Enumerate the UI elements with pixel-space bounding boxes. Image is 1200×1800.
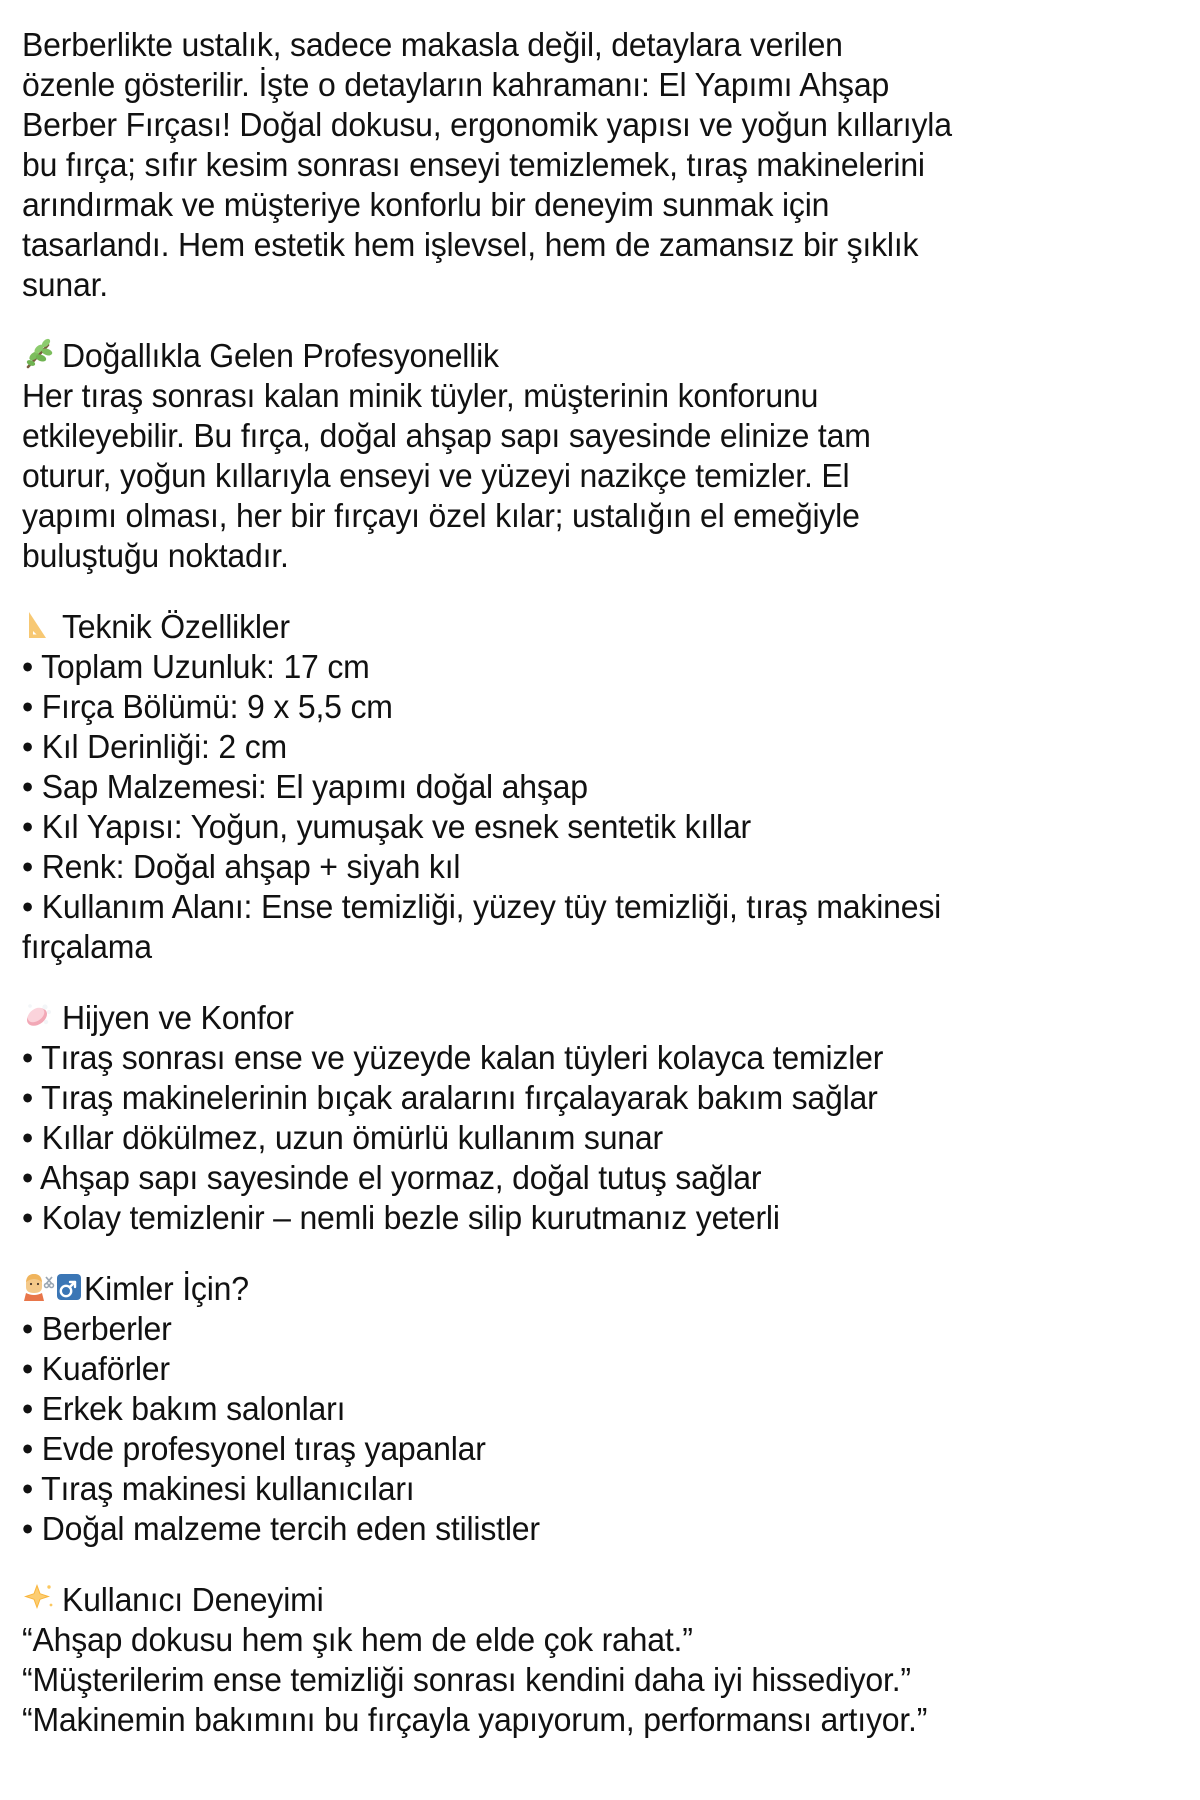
spec-bullet: • Fırça Bölümü: 9 x 5,5 cm bbox=[22, 689, 393, 726]
section-body-line: yapımı olması, her bir fırçayı özel kılar; ustalığın el emeğiyle bbox=[22, 498, 860, 535]
man-getting-haircut-icon bbox=[22, 1269, 84, 1303]
testimonial-quote: “Müşterilerim ense temizliği sonrası kendini daha iyi hissediyor.” bbox=[22, 1662, 911, 1699]
triangular-ruler-icon bbox=[22, 607, 62, 641]
audience-bullet: • Kuaförler bbox=[22, 1351, 170, 1388]
audience-bullet: • Tıraş makinesi kullanıcıları bbox=[22, 1471, 415, 1508]
intro-line: özenle gösterilir. İşte o detayların kahramanı: El Yapımı Ahşap bbox=[22, 67, 890, 104]
section-body-line: buluştuğu noktadır. bbox=[22, 538, 289, 575]
audience-bullet: • Doğal malzeme tercih eden stilistler bbox=[22, 1511, 540, 1548]
section-body-line: etkileyebilir. Bu fırça, doğal ahşap sapı sayesinde elinize tam bbox=[22, 418, 871, 455]
intro-line: bu fırça; sıfır kesim sonrası enseyi temizlemek, tıraş makinelerini bbox=[22, 147, 925, 184]
section-heading-label: Hijyen ve Konfor bbox=[62, 1000, 294, 1037]
section-heading bbox=[22, 998, 1050, 1039]
section-heading-label: Kimler İçin? bbox=[84, 1271, 249, 1308]
soap-icon bbox=[22, 998, 62, 1032]
section-teknik-ozellikler bbox=[22, 607, 1050, 968]
intro-line: arındırmak ve müşteriye konforlu bir deneyim sunmak için bbox=[22, 187, 830, 224]
intro-line: sunar. bbox=[22, 267, 109, 304]
section-heading-label: Doğallıkla Gelen Profesyonellik bbox=[62, 338, 499, 375]
spec-bullet: • Kullanım Alanı: Ense temizliği, yüzey tüy temizliği, tıraş makinesi bbox=[22, 889, 942, 926]
intro-line: Berber Fırçası! Doğal dokusu, ergonomik yapısı ve yoğun kıllarıyla bbox=[22, 107, 952, 144]
section-heading bbox=[22, 1269, 1050, 1310]
feature-bullet: • Kıllar dökülmez, uzun ömürlü kullanım sunar bbox=[22, 1120, 663, 1157]
section-hijyen-ve-konfor bbox=[22, 998, 1050, 1239]
section-kimler-icin bbox=[22, 1269, 1050, 1550]
audience-bullet: • Berberler bbox=[22, 1311, 172, 1348]
spec-bullet: • Renk: Doğal ahşap + siyah kıl bbox=[22, 849, 461, 886]
spec-bullet: • Kıl Derinliği: 2 cm bbox=[22, 729, 287, 766]
spec-bullet: • Kıl Yapısı: Yoğun, yumuşak ve esnek sentetik kıllar bbox=[22, 809, 752, 846]
section-heading bbox=[22, 336, 1050, 377]
feature-bullet: • Tıraş makinelerinin bıçak aralarını fırçalayarak bakım sağlar bbox=[22, 1080, 878, 1117]
section-dogallik bbox=[22, 336, 1050, 577]
section-heading-label: Teknik Özellikler bbox=[62, 609, 290, 646]
intro-paragraph bbox=[22, 26, 1050, 306]
herb-icon bbox=[22, 336, 62, 370]
audience-bullet: • Evde profesyonel tıraş yapanlar bbox=[22, 1431, 486, 1468]
spec-bullet: • Sap Malzemesi: El yapımı doğal ahşap bbox=[22, 769, 588, 806]
section-kullanici-deneyimi bbox=[22, 1580, 1050, 1741]
spec-bullet-wrap: fırçalama bbox=[22, 929, 152, 966]
audience-bullet: • Erkek bakım salonları bbox=[22, 1391, 346, 1428]
section-body-line: oturur, yoğun kıllarıyla enseyi ve yüzeyi nazikçe temizler. El bbox=[22, 458, 850, 495]
section-heading bbox=[22, 607, 1050, 648]
intro-line: Berberlikte ustalık, sadece makasla değil, detaylara verilen bbox=[22, 27, 843, 64]
section-body-line: Her tıraş sonrası kalan minik tüyler, müşterinin konforunu bbox=[22, 378, 819, 415]
section-heading bbox=[22, 1580, 1050, 1621]
feature-bullet: • Kolay temizlenir – nemli bezle silip kurutmanız yeterli bbox=[22, 1200, 780, 1237]
testimonial-quote: “Ahşap dokusu hem şık hem de elde çok rahat.” bbox=[22, 1622, 693, 1659]
feature-bullet: • Ahşap sapı sayesinde el yormaz, doğal tutuş sağlar bbox=[22, 1160, 762, 1197]
section-heading-label: Kullanıcı Deneyimi bbox=[62, 1582, 324, 1619]
intro-line: tasarlandı. Hem estetik hem işlevsel, hem de zamansız bir şıklık bbox=[22, 227, 919, 264]
testimonial-quote: “Makinemin bakımını bu fırçayla yapıyorum, performansı artıyor.” bbox=[22, 1702, 928, 1739]
spec-bullet: • Toplam Uzunluk: 17 cm bbox=[22, 649, 370, 686]
glowing-star-icon bbox=[22, 1580, 62, 1614]
feature-bullet: • Tıraş sonrası ense ve yüzeyde kalan tüyleri kolayca temizler bbox=[22, 1040, 884, 1077]
